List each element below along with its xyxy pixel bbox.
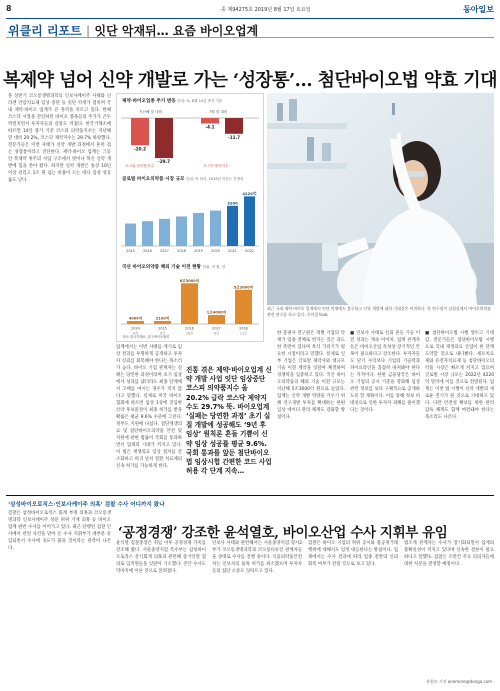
section-rule	[6, 37, 494, 38]
article-column-1: 올 상반기 코오롱생명과학의 인보사케이주 사태와 신라젠 간암치료제 임상 중단 등 잇단 악재가 겹치며 국내 제약·바이오 업계가 큰 홍역을 치르고 있다. 한때 코스닥 시장을 견인하던 바이오 종목들의 주가가 곤두박질치면서 투자자들의 실망도 커졌다. 한국거래소에 따르면 14일 종가 기준 코스피 의약품지수는 지난해 말 대비 20.2%, 코스닥 제약지수는 29.7% 하락했다. 전문가들은 이번 사태가 신약 개발 과정에서 흔히 겪는 성장통이라고 진단한다. 제약·바이오 업계는 그동안 복제약 위주의 사업 구조에서 벗어나 혁신 신약 개발에 힘을 쏟아 왔다. 하지만 신약 개발은 통상 10년 이상 걸리고 1조 원 넘는 비용이 드는 데다 임상 성공률도 낮다.	[8, 94, 111, 183]
global-market-chart	[117, 186, 263, 258]
chart1-label-kospi: 코스피 의약품지수	[125, 164, 154, 168]
header-rule	[6, 18, 494, 19]
main-headline: 복제약 넘어 신약 개발로 가는 ‘성장통’… 첨단바이오법 약효 기대	[3, 70, 497, 91]
chart-source: 자료: 한국거래소, 한국바이오협회	[122, 335, 170, 339]
page-number: 8	[6, 4, 12, 13]
bottom-subhead: ‘삼성바이오로직스·인보사케이주 의혹’ 검찰 수사 어디까지 왔나	[8, 502, 165, 508]
bottom-column-5: 법조계 관계자는 수사가 장기화되면서 업계의 불확실성이 커지고 있다며 신속한 결론이 필요하다고 말했다. 검찰은 조만간 주요 피의자들에 대한 처분을 결정할 예정이다.	[404, 541, 494, 567]
chart3-value-label: 1조4000억	[206, 310, 227, 315]
lab-photo	[267, 93, 494, 305]
chart3-x-tick: 2016	[185, 326, 194, 331]
chart1-bar	[131, 118, 149, 145]
page-header	[6, 4, 494, 16]
chart2-bar	[227, 206, 238, 246]
chart3-x-tick: 2014	[131, 326, 140, 331]
chart3-bar	[181, 283, 198, 324]
byline: 유원모 기자 onemore@donga.com	[426, 679, 492, 684]
chart2-x-tick: 2018	[177, 249, 186, 253]
infographic-panel	[116, 93, 264, 342]
bottom-column-4: 검찰은 바이오 기업의 허위 공시와 불공정거래 행위에 대해서도 엄정 대응한다는 방침이다. 업계에서는 수사 결과에 따라 업종 전반의 신뢰 회복 여부가 갈릴 것으로 보고 있다.	[308, 541, 398, 567]
chart2-x-tick: 2022	[245, 249, 254, 253]
chart2-x-tick: 2016	[143, 249, 152, 253]
chart2-bar	[210, 211, 221, 246]
date-line: 종 제94275호 2019년 8월 17일 토요일	[221, 7, 311, 13]
chart3-value-label: 5조3000억	[233, 285, 254, 290]
chart3-value-label: 2100억	[155, 316, 170, 321]
chart2-bar	[176, 216, 187, 246]
article-column-5: ■ 첨단바이오법 시행 앞두고 기대감. 전문가들은 첨단바이오법 시행으로 국내 재생의료 산업이 한 단계 도약할 것으로 내다봤다. 세포치료제와 유전자치료제 등 첨단바이오의약품 시장은 빠르게 커지고 있으며 글로벌 시장 규모는 2022년 4220억 달러에 이를 것으로 전망된다. 업계는 이번 법 시행이 신약 개발의 새로운 전기가 될 것으로 기대하고 있다. 다만 안전성 확보를 위한 관리 감독 체계도 함께 마련돼야 한다는 목소리도 나온다.	[425, 331, 494, 420]
chart3-bar	[154, 321, 171, 324]
chart1-label-kosdaq: 코스닥 제약지수	[203, 164, 229, 168]
chart2-x-tick: 2021	[228, 249, 237, 253]
chart1-group-left-label: 지난해 말 대비	[139, 110, 163, 114]
chart3-value-label: 6조3000억	[179, 278, 200, 283]
chart2-value-label: 4220억	[242, 190, 257, 196]
article-column-2: 업계에서는 이번 사태를 계기로 임상 결과를 투명하게 공개하고 투자자 신뢰를 회복해야 한다는 목소리가 높다. 바이오 기업 관계자는 실패는 당연한 과정이라며 초기 임상에서 성과를 냈더라도 최종 단계에서 고배를 마시는 경우가 적지 않다고 말했다. 실제로 미국 바이오협회에 따르면 임상 1상에 진입한 신약 후보물질이 최종 허가를 받을 확률은 평균 9.6% 수준에 그친다. 정부도 지원에 나섰다. 첨단재생의료 및 첨단바이오의약품 안전 및 지원에 관한 법률이 국회를 통과하면서 업계의 기대가 커지고 있다. 이 법은 재생의료 임상 절차를 간소화하고 희귀 난치 질환 치료제의 신속 허가를 가능하게 한다.	[116, 345, 182, 469]
chart2-value-label: 3200	[227, 200, 238, 206]
section-title: 위클리 리포트 | 잇단 악재뒤… 요즘 바이오업계	[8, 24, 259, 38]
bottom-headline: ‘공정경쟁’ 강조한 윤석열호, 바이오산업 수사 지휘부 유임	[118, 525, 448, 541]
article-column-3: 한 증권사 연구원은 개별 기업의 악재가 업종 전체로 번지는 것은 과도한 측면이 있다며 옥석 가리기가 필요한 시점이라고 말했다. 실제로 일부 기업은 글로벌 제약사와 대규모 기술 이전 계약을 잇달아 체결하며 경쟁력을 입증하고 있다. 국산 바이오의약품의 해외 기술 이전 규모는 지난해 5조3000억 원으로 늘었다. 업계는 신약 개발 역량을 키우기 위해 연구개발 투자를 확대하는 한편 임상 데이터 관리 체계도 강화할 방침이다.	[277, 331, 345, 420]
chart1-bar	[225, 118, 243, 134]
chart2-bar	[193, 213, 204, 246]
chart3-count-label: 4건	[132, 331, 139, 336]
section-subtitle: 잇단 악재뒤… 요즘 바이오업계	[94, 24, 259, 38]
chart3-bar	[235, 290, 252, 324]
photo-caption: 최근 국내 제약·바이오 업계에서 잇단 악재에도 불구하고 신약 개발에 대한 기대감은 여전하다. 한 연구원이 실험실에서 바이오의약품 관련 연구를 하고 있다. 동아일보DB	[267, 306, 491, 317]
chart2-title: 글로벌 바이오의약품 시장 규모 단위: 억 달러, 2019년 이후는 추정치	[122, 177, 244, 182]
chart3-bar	[208, 315, 225, 324]
chart3-x-tick: 2017	[212, 326, 221, 331]
chart2-bar	[142, 221, 153, 246]
chart1-bar	[201, 118, 219, 124]
bottom-column-2: 윤석열 검찰총장은 취임 이후 공정경쟁 가치를 강조해 왔다. 서울중앙지검 특수부는 삼성바이오로직스 분식회계 의혹과 관련해 증거인멸 혐의로 임직원들을 잇달아 기소했다. 본안 수사도 막바지에 이른 것으로 알려졌다.	[116, 541, 206, 574]
chart3-x-tick: 2015	[158, 326, 167, 331]
chart3-title: 국산 바이오의약품 해외 기술 이전 현황 단위: 억 원, 건	[122, 265, 226, 270]
chart2-x-tick: 2020	[211, 249, 220, 253]
chart2-x-tick: 2017	[160, 249, 169, 253]
chart2-bar	[159, 219, 170, 246]
section-kicker: 위클리 리포트	[8, 24, 82, 38]
chart1-value-label: -11.7	[227, 134, 241, 140]
chart3-x-tick: 2018	[239, 326, 248, 331]
chart3-bar	[127, 321, 144, 324]
chart2-bar	[125, 224, 136, 246]
chart3-value-label: 4000억	[128, 316, 143, 321]
chart2-bar	[244, 196, 255, 246]
pull-quote-text: 진통 겪은 제약·바이오업계 신약 개발 사업 잇단 임상중단 코스피 의약품지수 올 20.2% 급락 코스닥 제약지수도 29.7% 뚝. 바이오업계 ‘실패는 당연한 과정’ 초기 실질 개발에 성공해도 ‘9년 후 임상’ 원칙론 흔들 기쁨이 신약 임상 성공률 평균 9.6%. 국회 통과를 앞둔 첨단바이오법 임상시험 간편한 코드 사업 허용 각 단계 지속…	[186, 366, 272, 476]
chart3-count-label: 6건	[213, 331, 220, 336]
stock-change-chart	[117, 106, 263, 166]
masthead: 동아일보	[463, 4, 494, 14]
chart1-group-right-label: 7월 말 대비	[209, 110, 228, 114]
chart1-value-label: -29.7	[157, 159, 171, 165]
chart2-x-tick: 2015	[126, 249, 135, 253]
chart3-count-label: 11건	[239, 331, 248, 336]
chart1-bar	[155, 118, 173, 158]
chart1-title: 제약·바이오업종 주가 변동 단위: %, 8월 14일 종가 기준	[122, 99, 223, 104]
chart3-count-label: 18건	[185, 331, 194, 336]
chart1-value-label: -20.2	[133, 146, 147, 152]
bottom-rule	[6, 495, 494, 496]
article-column-4: ■ 인보사 사태로 신뢰 흔들 기술 이전 성과는 계속 이어져. 업계 관계자들은 바이오산업 특성상 장기적인 안목이 필요하다고 강조한다. 투자자들도 단기 수익보다 기업의 기술력과 파이프라인을 꼼꼼히 따져봐야 한다는 지적이다. 한편 금융당국은 바이오 기업의 공시 기준을 강화해 임상 관련 정보를 보다 구체적으로 공개하도록 할 계획이다. 이를 통해 정보 비대칭으로 인한 투자자 피해를 줄이겠다는 것이다.	[350, 331, 420, 413]
chart1-value-label: -4.1	[205, 124, 215, 130]
bottom-column-3: 인보사 사태와 관련해서는 서울중앙지검 형사2부가 코오롱생명과학과 코오롱티슈진 관계자들을 상대로 수사를 진행 중이다. 식품의약품안전처는 인보사의 품목 허가를 취소했으며 투자자들의 집단 소송도 잇따르고 있다.	[212, 541, 302, 574]
bottom-column-1: 검찰은 삼성바이오로직스 회계 부정 의혹과 코오롱생명과학 인보사케이주 성분 허위 기재 의혹 등 바이오 업계 관련 수사를 이어가고 있다. 최근 단행된 검찰 인사에서 관련 사건을 맡아 온 수사 지휘부가 대부분 유임되면서 수사에 속도가 붙을 것이라는 관측이 나온다.	[8, 511, 111, 551]
tech-transfer-chart	[117, 272, 263, 338]
chart3-count-label: 5건	[159, 331, 166, 336]
chart2-x-tick: 2019	[194, 249, 203, 253]
